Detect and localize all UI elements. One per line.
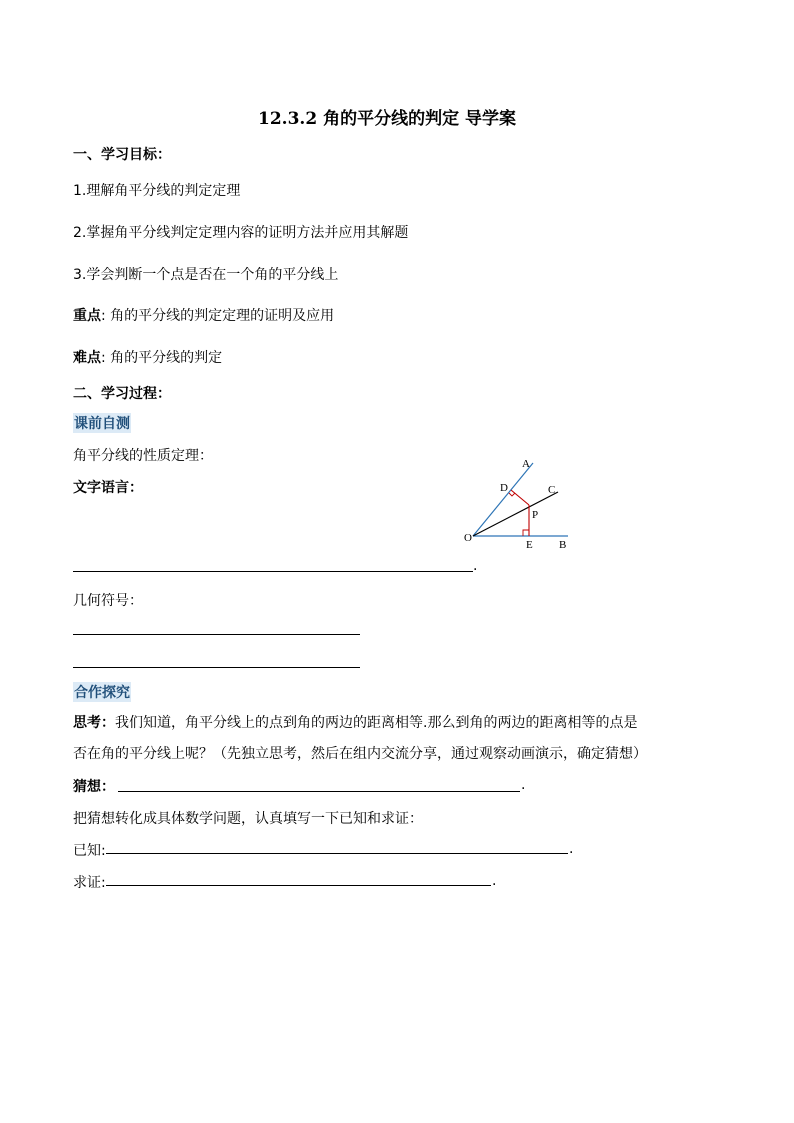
given-period: . — [569, 841, 574, 857]
goal-item: 2.掌握角平分线判定定理内容的证明方法并应用其解题 — [73, 225, 409, 241]
label-c: C — [548, 484, 556, 496]
verbal-period: . — [473, 558, 478, 574]
section-heading-goals: 一、学习目标： — [73, 147, 171, 163]
label-o: O — [464, 532, 472, 544]
think-text-1: 我们知道，角平分线上的点到角的两边的距离相等.那么到角的两边的距离相等的点是 — [115, 715, 638, 731]
ray-oc — [473, 492, 558, 536]
verbal-answer-line[interactable] — [73, 571, 473, 572]
cooperative-inquiry-tag: 合作探究 — [73, 682, 131, 702]
difficulty-label: 难点 — [73, 350, 101, 366]
right-angle-mark-d — [509, 493, 515, 496]
key-point-text: : 角的平分线的判定定理的证明及应用 — [101, 308, 335, 324]
geometric-symbol-label: 几何符号： — [73, 593, 143, 609]
guess-label: 猜想： — [73, 779, 115, 795]
perpendicular-pd — [511, 490, 529, 505]
verbal-language-label: 文字语言： — [73, 480, 143, 496]
difficulty-point — [73, 347, 222, 367]
goal-item: 1.理解角平分线的判定定理 — [73, 183, 241, 199]
ray-oa — [473, 463, 533, 536]
label-d: D — [500, 482, 508, 494]
convert-instruction: 把猜想转化成具体数学问题，认真填写一下已知和求证： — [73, 811, 423, 827]
property-theorem-label: 角平分线的性质定理： — [73, 448, 213, 464]
prove-label: 求证: — [73, 875, 106, 891]
think-paragraph-line1 — [73, 712, 637, 732]
prove-period: . — [492, 873, 497, 889]
guess-answer-line[interactable] — [118, 791, 520, 792]
section-heading-process: 二、学习过程： — [73, 386, 171, 402]
angle-bisector-figure — [455, 455, 585, 555]
key-point — [73, 305, 334, 325]
symbol-answer-line-1[interactable] — [73, 634, 360, 635]
preview-test-tag: 课前自测 — [73, 413, 131, 433]
label-a: A — [522, 458, 530, 470]
difficulty-text: : 角的平分线的判定 — [101, 350, 223, 366]
label-p: P — [532, 509, 539, 521]
guess-period: . — [521, 777, 526, 793]
given-answer-line[interactable] — [106, 853, 568, 854]
page-title: 12.3.2 角的平分线的判定 导学案 — [258, 109, 516, 129]
prove-answer-line[interactable] — [106, 885, 491, 886]
symbol-answer-line-2[interactable] — [73, 667, 360, 668]
think-text-2: 否在角的平分线上呢？（先独立思考，然后在组内交流分享，通过观察动画演示，确定猜想） — [73, 746, 647, 762]
right-angle-mark-e — [523, 530, 529, 536]
label-b: B — [559, 539, 567, 551]
think-label: 思考： — [73, 715, 115, 731]
key-point-label: 重点 — [73, 308, 101, 324]
label-e: E — [526, 539, 533, 551]
goal-item: 3.学会判断一个点是否在一个角的平分线上 — [73, 267, 339, 283]
given-label: 已知: — [73, 843, 106, 859]
